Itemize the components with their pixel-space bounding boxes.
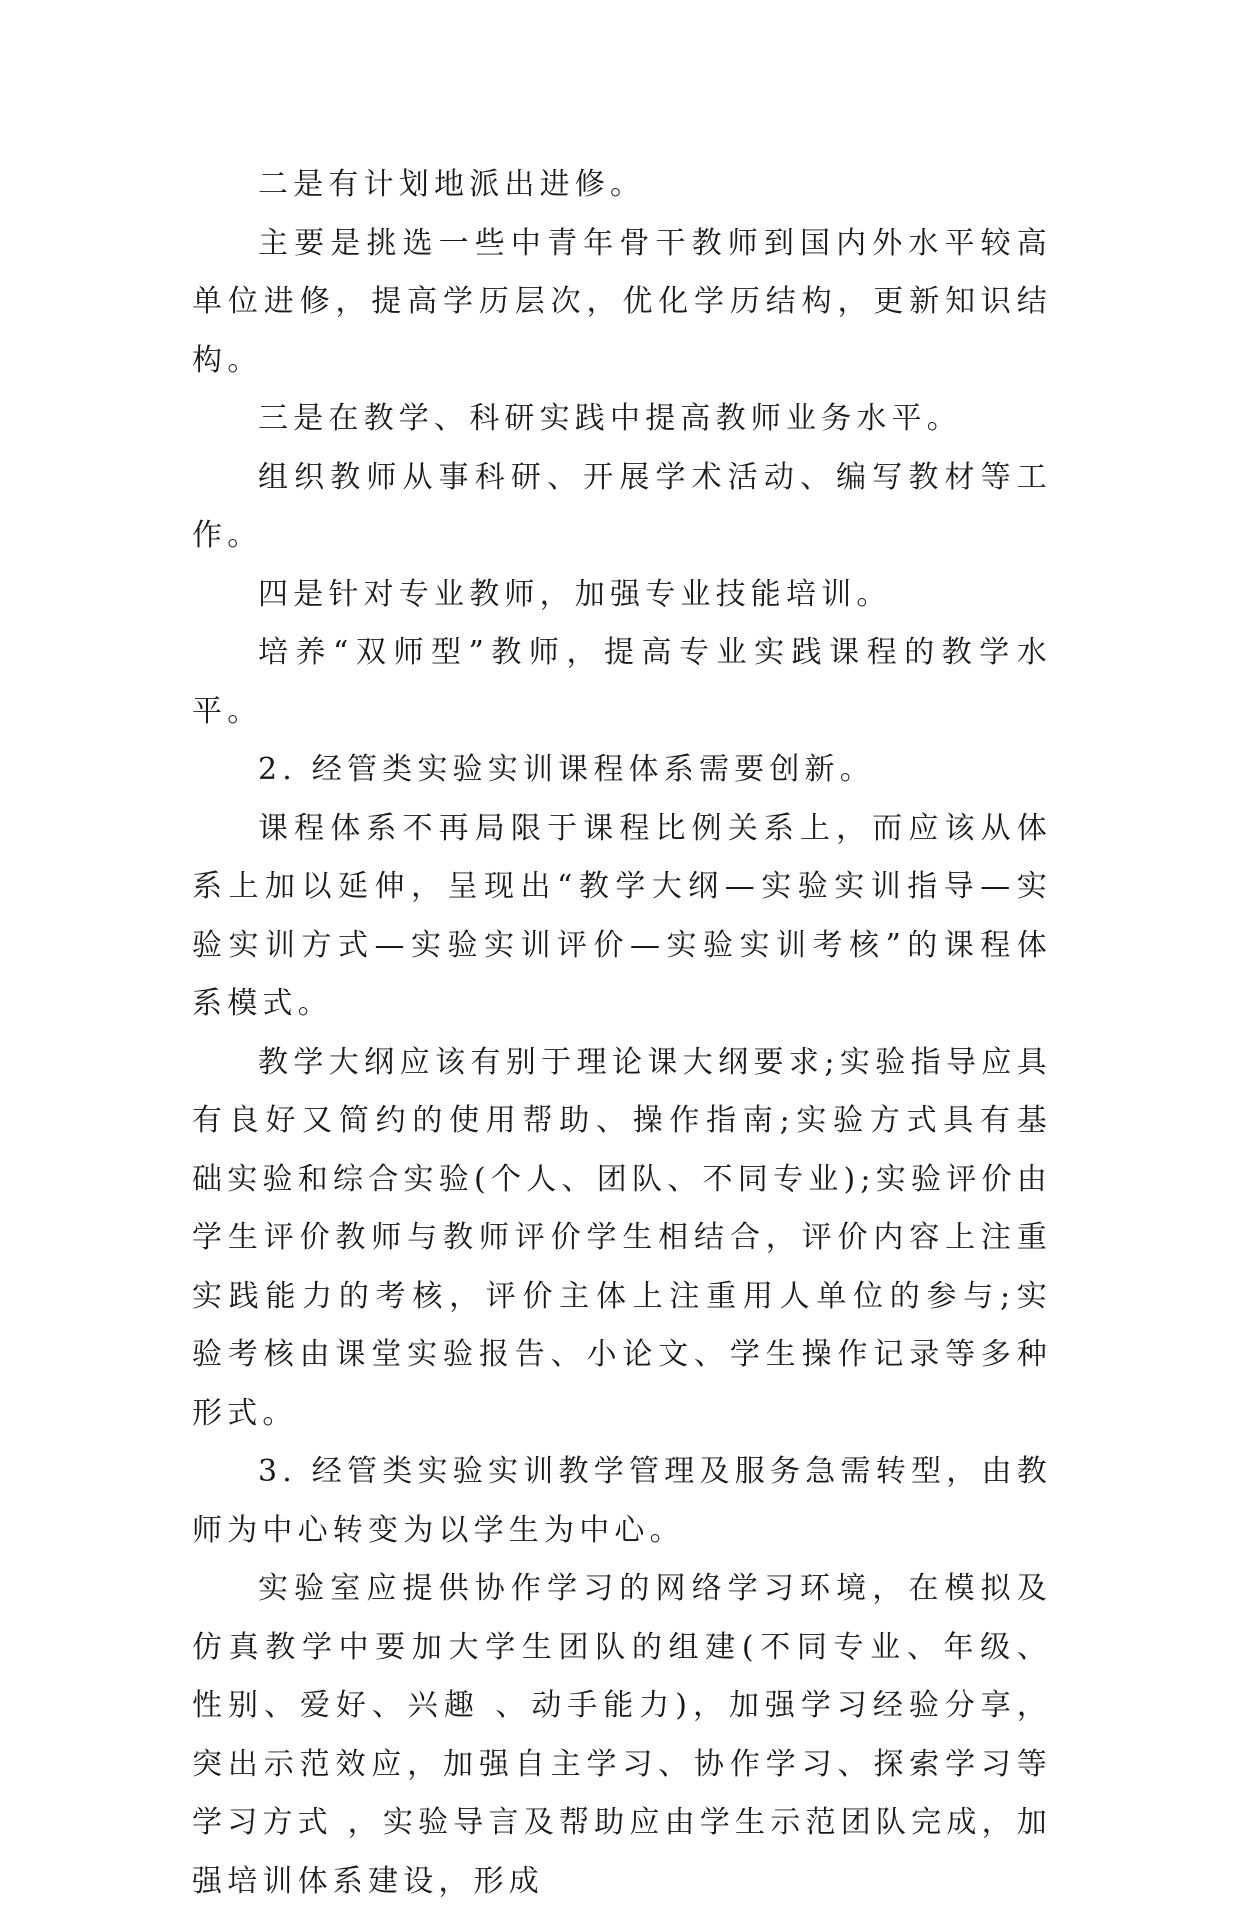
paragraph-11: 实验室应提供协作学习的网络学习环境，在模拟及仿真教学中要加大学生团队的组建(不同专业、年级、性别、爱好、兴趣 、动手能力)，加强学习经验分享，突出示范效应，加强自主学习、协作学习、探索学习等学习方式 ，实验导言及帮助应由学生示范团队完成，加强培训体系建设，形成 — [192, 1571, 1052, 1899]
paragraph-10: 3. 经管类实验实训教学管理及服务急需转型，由教师为中心转变为以学生为中心。 — [192, 1454, 1052, 1548]
paragraph-7: 2. 经管类实验实训课程体系需要创新。 — [258, 752, 875, 787]
paragraph-3: 三是在教学、科研实践中提高教师业务水平。 — [258, 401, 962, 436]
paragraph-1: 二是有计划地派出进修。 — [258, 167, 646, 202]
paragraph-9: 教学大纲应该有别于理论课大纲要求;实验指导应具有良好又简约的使用帮助、操作指南;实验方式具有基础实验和综合实验(个人、团队、不同专业);实验评价由学生评价教师与教师评价学生相结合，评价内容上注重实践能力的考核，评价主体上注重用人单位的参与;实验考核由课堂实验报告、小论文、学生操作记录等多种形式。 — [192, 1044, 1052, 1431]
paragraph-4: 组织教师从事科研、开展学术活动、编写教材等工作。 — [192, 459, 1052, 553]
document-body — [192, 156, 1052, 1911]
paragraph-6: 培养“双师型”教师，提高专业实践课程的教学水平。 — [192, 635, 1052, 729]
paragraph-2: 主要是挑选一些中青年骨干教师到国内外水平较高单位进修，提高学历层次，优化学历结构，更新知识结构。 — [192, 225, 1052, 378]
paragraph-5: 四是针对专业教师，加强专业技能培训。 — [258, 576, 892, 612]
paragraph-8: 课程体系不再局限于课程比例关系上，而应该从体系上加以延伸，呈现出“教学大纲—实验实训指导—实验实训方式—实验实训评价—实验实训考核”的课程体系模式。 — [192, 810, 1052, 1021]
